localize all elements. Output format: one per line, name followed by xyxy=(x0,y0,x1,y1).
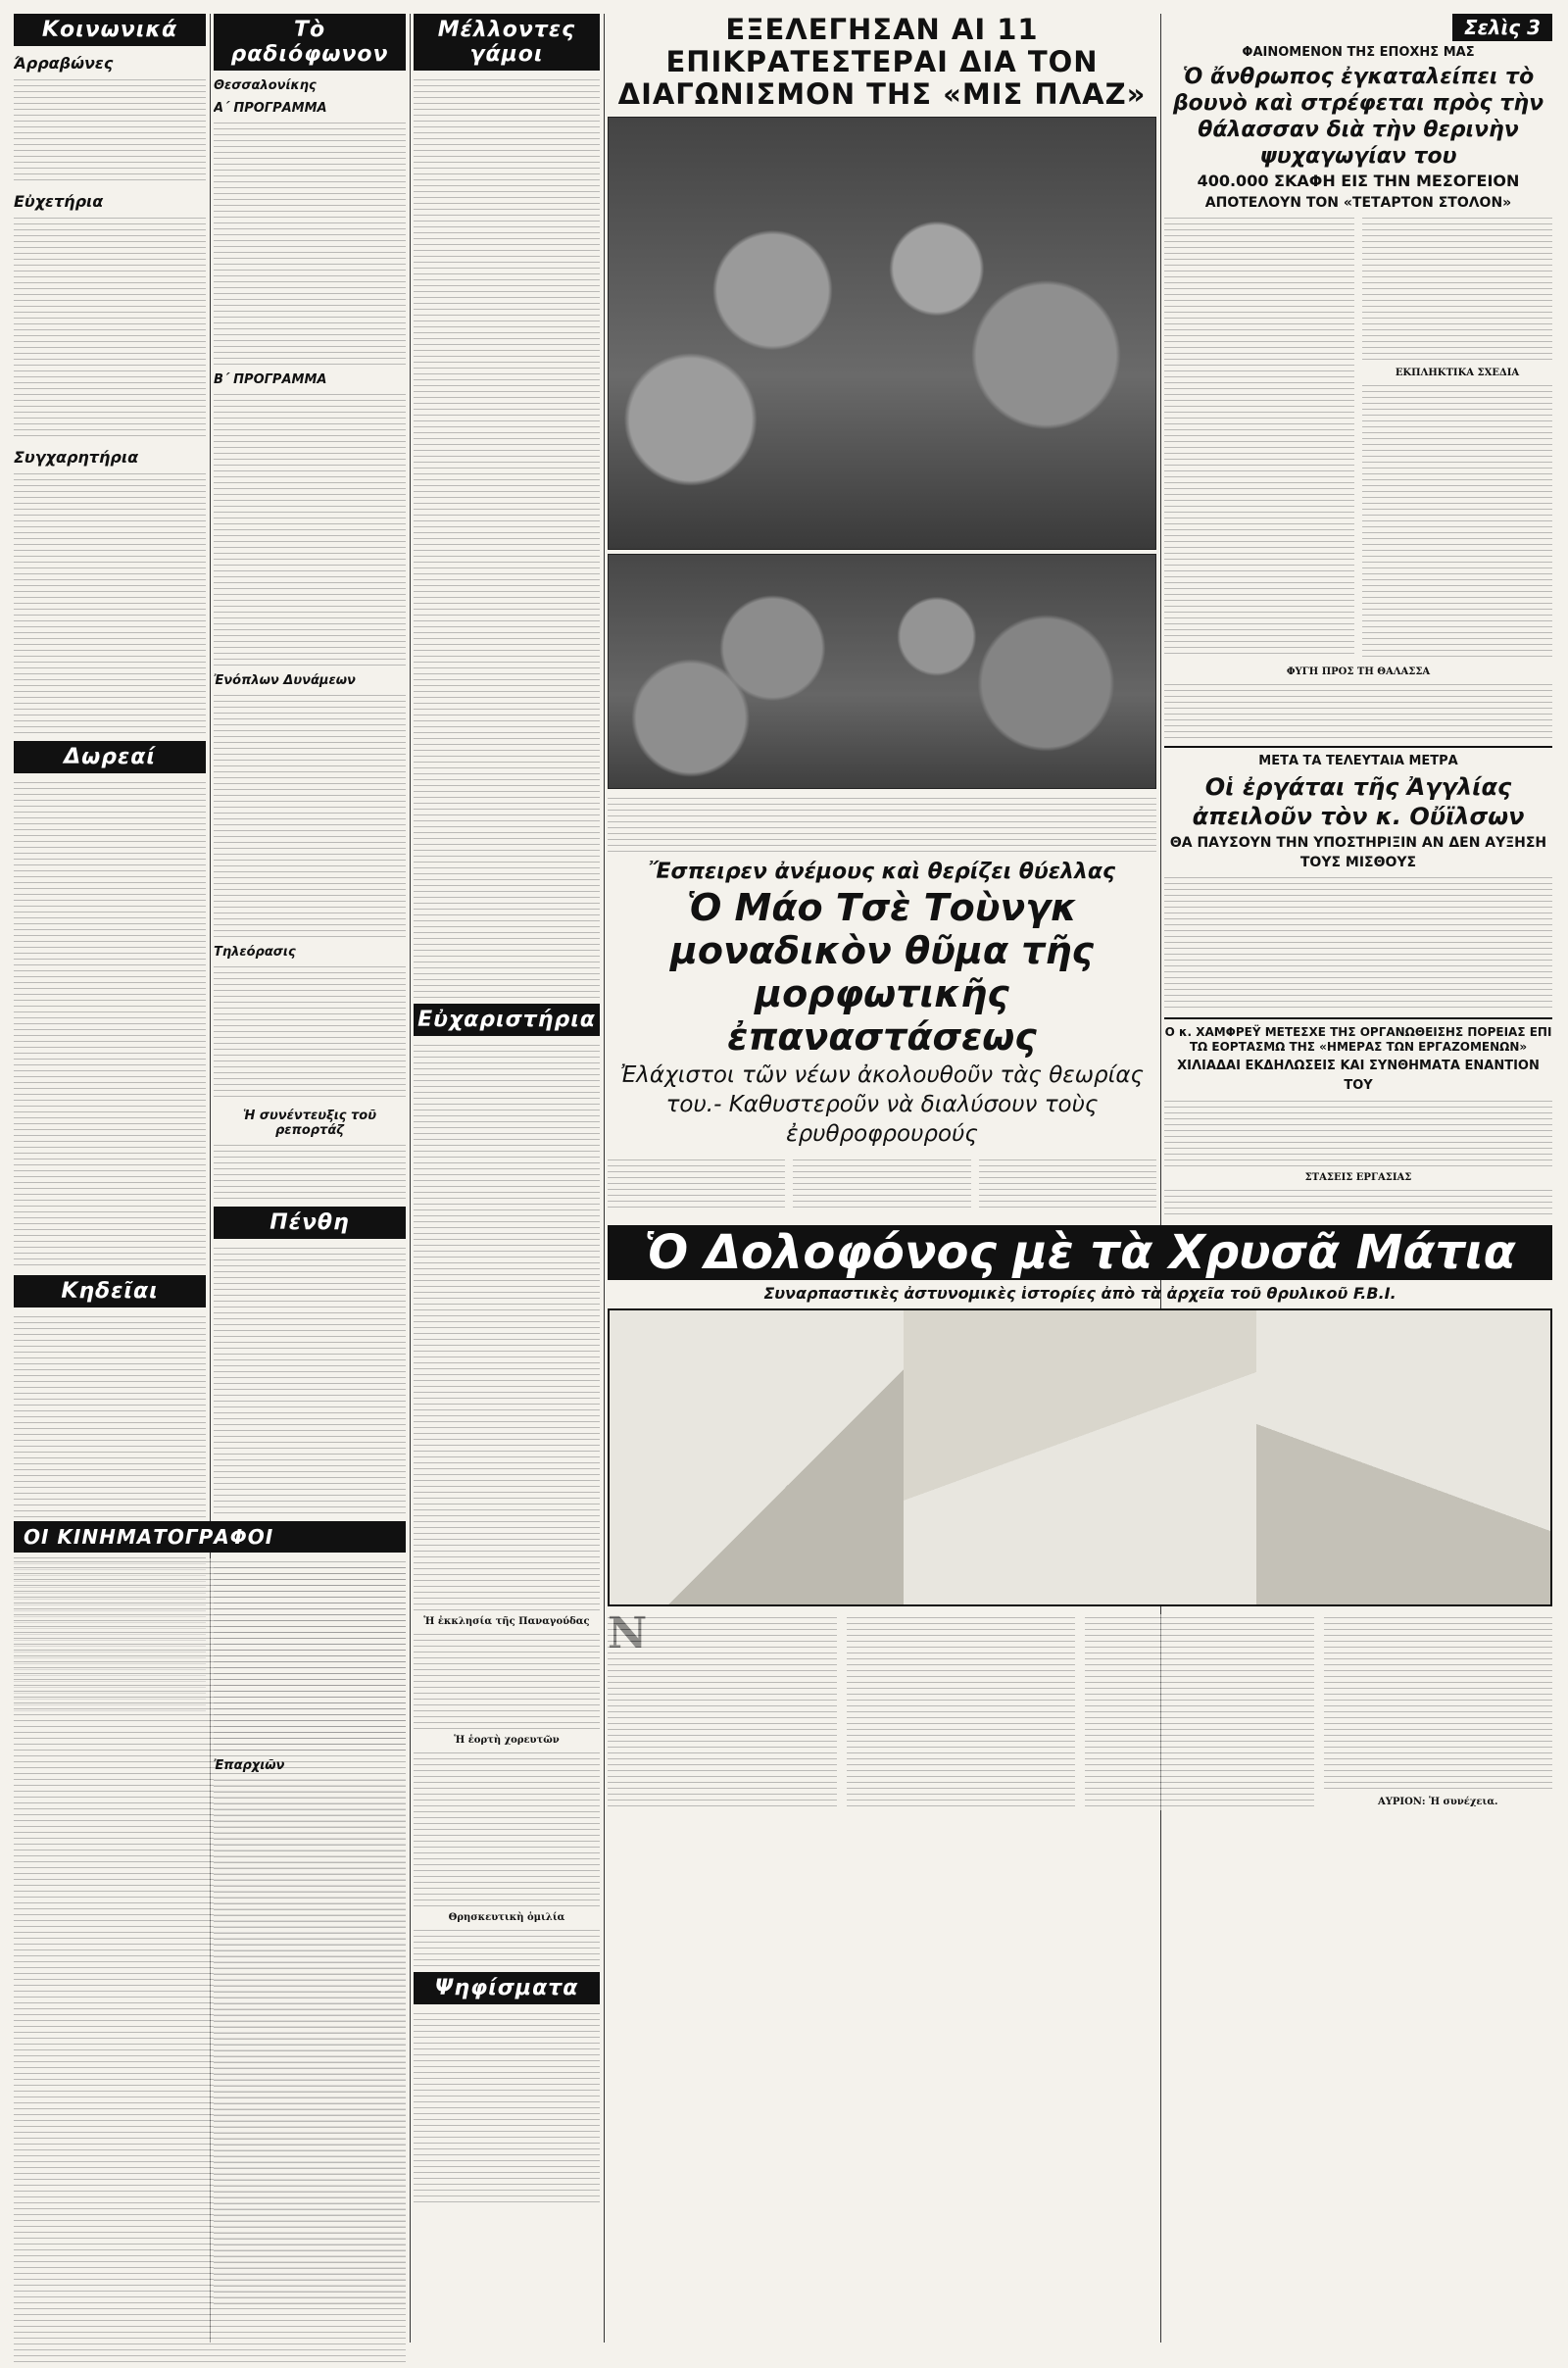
text-block xyxy=(793,1157,970,1209)
text-block xyxy=(847,1614,1076,1810)
kicker-meta: ΜΕΤΑ ΤΑ ΤΕΛΕΥΤΑΙΑ ΜΕΤΡΑ xyxy=(1258,754,1458,768)
text-block xyxy=(1085,1614,1314,1810)
sub-head-ekplhktika: ΕΚΠΛΗΚΤΙΚΑ ΣΧΕΔΙΑ xyxy=(1395,368,1520,378)
divider xyxy=(1164,746,1552,748)
text-block xyxy=(214,1777,406,2306)
comic-illustration xyxy=(608,1308,1552,1606)
text-block xyxy=(414,1750,600,1906)
sub-head-ekklisia: Ἡ ἐκκλησία τῆς Παναγούδας xyxy=(423,1616,590,1627)
headline-anglia: Οἱ ἐργάται τῆς Ἀγγλίας ἀπειλοῦν τὸν κ. Οὔϊλσων xyxy=(1192,773,1525,830)
sub-head-eorti: Ἡ ἑορτὴ χορευτῶν xyxy=(454,1735,560,1746)
photo-contestants xyxy=(608,117,1156,550)
mao-kicker: Ἔσπειρεν ἀνέμους καὶ θερίζει θύελλας xyxy=(648,860,1116,884)
column-rule xyxy=(604,14,605,2343)
subhead-anglia: ΘΑ ΠΑΥΣΟΥΝ ΤΗΝ ΥΠΟΣΤΗΡΙΞΙΝ ΑΝ ΔΕΝ ΑΥΞΗΣΗ ΤΟΥΣ ΜΙΣΘΟΥΣ xyxy=(1169,835,1547,870)
crime-subtitle: Συναρπαστικὲς ἀστυνομικὲς ἱστορίες ἀπὸ τὰ ἀρχεῖα τοῦ θρυλικοῦ F.B.I. xyxy=(763,1284,1396,1303)
subhead-hamfrey: ΧΙΛΙΑΔΑΙ ΕΚΔΗΛΩΣΕΙΣ ΚΑΙ ΣΥΝΘΗΜΑΤΑ ΕΝΑΝΤΙΟΝ ΤΟΥ xyxy=(1177,1059,1540,1093)
text-block xyxy=(14,76,206,184)
section-head-psifismata: Ψηφίσματα xyxy=(414,1972,600,2004)
column-right xyxy=(1164,14,1552,1219)
column-radio-lower xyxy=(214,1564,406,2312)
mao-body xyxy=(608,1157,1156,1209)
subhead-400000: 400.000 ΣΚΑΦΗ ΕΙΣ ΤΗΝ ΜΕΣΟΓΕΙΟΝ xyxy=(1197,172,1520,190)
text-block xyxy=(608,1157,785,1209)
text-block xyxy=(414,76,600,998)
subhead-fourth-fleet: ΑΠΟΤΕΛΟΥΝ ΤΟΝ «ΤΕΤΑΡΤΟΝ ΣΤΟΛΟΝ» xyxy=(1204,195,1512,211)
crime-title: Ὁ Δολοφόνος μὲ τὰ Χρυσᾶ Μάτια xyxy=(608,1225,1552,1280)
text-block xyxy=(1164,1098,1552,1166)
text-block xyxy=(14,779,206,1269)
section-head-koinonika: Κοινωνικά xyxy=(14,14,206,46)
text-block xyxy=(1362,215,1552,362)
section-head-doreai: Δωρεαί xyxy=(14,741,206,773)
section-head-mellontes: Μέλλοντες γάμοι xyxy=(414,14,600,71)
page-badge-row xyxy=(1164,14,1552,41)
text-block xyxy=(214,120,406,365)
text-block xyxy=(214,692,406,937)
text-block xyxy=(1164,681,1552,740)
kicker-phenomenon: ΦΑΙΝΟΜΕΝΟΝ ΤΗΣ ΕΠΟΧΗΣ ΜΑΣ xyxy=(1242,45,1475,60)
sub-head-enoplon: Ἐνόπλων Δυνάμεων xyxy=(214,673,356,688)
text-block xyxy=(214,1142,406,1201)
sub-head-eparchion: Ἐπαρχιῶν xyxy=(214,1758,285,1773)
text-block xyxy=(14,470,206,735)
text-block xyxy=(1164,215,1354,656)
headline-sea: Ὁ ἄνθρωπος ἐγκαταλείπει τὸ βουνὸ καὶ στρέφεται πρὸς τὴν θάλασσαν διὰ τὴν θερινὴν ψυχαγωγίαν του xyxy=(1172,65,1544,169)
section-head-cinemas: ΟΙ ΚΙΝΗΜΑΤΟΓΡΑΦΟΙ xyxy=(14,1521,406,1553)
sub-head-thessalonikis: Θεσσαλονίκης xyxy=(214,78,317,93)
section-head-radio: Τὸ ραδιόφωνον xyxy=(214,14,406,71)
sub-head-synentefxis: Ἡ συνέντευξις τοῦ ρεπορτάζ xyxy=(242,1109,377,1138)
subhead-mao: Ἐλάχιστοι τῶν νέων ἀκολουθοῦν τὰς θεωρίας του.- Καθυστεροῦν νὰ διαλύσουν τοὺς ἐρυθροφρουρούς xyxy=(619,1062,1145,1147)
page-number-badge: Σελὶς 3 xyxy=(1452,14,1552,41)
text-block xyxy=(1164,874,1552,1011)
sub-head-thriskeftiki: Θρησκευτικὴ ὁμιλία xyxy=(448,1912,565,1923)
text-block xyxy=(414,2010,600,2206)
text-block xyxy=(1362,382,1552,657)
column-radio xyxy=(214,14,406,1513)
sub-head-programma-b: Β΄ ΠΡΟΓΡΑΜΜΑ xyxy=(214,372,327,387)
divider xyxy=(1164,1017,1552,1019)
text-block xyxy=(14,215,206,440)
section-head-efxaristiria: Εὐχαριστήρια xyxy=(414,1004,600,1036)
column-weddings xyxy=(414,14,600,2343)
sub-head-fygi: ΦΥΓΗ ΠΡΟΣ ΤΗ ΘΑΛΑΣΣΑ xyxy=(1286,666,1431,677)
column-rule xyxy=(1160,14,1161,2343)
text-block xyxy=(414,1042,600,1610)
comic-panel xyxy=(610,1310,906,1604)
text-block xyxy=(214,1245,406,1513)
text-block xyxy=(608,1614,837,1810)
comic-panel xyxy=(904,1310,1258,1604)
photo-caption-text xyxy=(608,795,1156,854)
section-head-penthi: Πένθη xyxy=(214,1207,406,1239)
sub-head-sygcharitiria: Συγχαρητήρια xyxy=(14,448,139,467)
text-block xyxy=(414,1927,600,1966)
text-block xyxy=(1324,1614,1553,1791)
sub-head-arravones: Άρραβώνες xyxy=(14,54,114,73)
column-rule xyxy=(410,14,411,2343)
sub-head-tilorasis: Τηλεόρασις xyxy=(214,945,296,960)
headline-hamfrey: Ο κ. ΧΑΜΦΡΕΫ ΜΕΤΕΣΧΕ ΤΗΣ ΟΡΓΑΝΩΘΕΙΣΗΣ ΠΟΡΕΙΑΣ ΕΠΙ ΤΩ ΕΟΡΤΑΣΜΩ ΤΗΣ «ΗΜΕΡΑΣ ΤΩΝ ΕΡΓΑΖΟΜΕΝΩΝ» xyxy=(1164,1025,1552,1054)
headline-mis-plaz: ΕΞΕΛΕΓΗΣΑΝ ΑΙ 11 ΕΠΙΚΡΑΤΕΣΤΕΡΑΙ ΔΙΑ ΤΟΝ ΔΙΑΓΩΝΙΣΜΟΝ ΤΗΣ «ΜΙΣ ΠΛΑΖ» xyxy=(617,14,1147,111)
text-block xyxy=(1164,1187,1552,1219)
photo-banquet xyxy=(608,554,1156,789)
text-block xyxy=(214,963,406,1101)
text-block xyxy=(979,1157,1156,1209)
section-head-kideiai: Κηδεῖαι xyxy=(14,1275,206,1307)
sub-head-staseis: ΣΤΑΣΕΙΣ ΕΡΓΑΣΙΑΣ xyxy=(1304,1172,1412,1183)
column-center xyxy=(608,14,1156,1209)
continued-note: ΑΥΡΙΟΝ: Ἡ συνέχεια. xyxy=(1377,1797,1498,1807)
crime-body xyxy=(608,1614,1552,1816)
sub-head-programma-a: Α΄ ΠΡΟΓΡΑΜΜΑ xyxy=(214,101,327,116)
text-block xyxy=(414,1631,600,1729)
sub-head-efxetiria: Εὐχετήρια xyxy=(14,192,104,211)
headline-mao: Ὁ Μάο Τσὲ Τοὺνγκ μοναδικὸν θῦμα τῆς μορφωτικῆς ἐπαναστάσεως xyxy=(669,886,1095,1059)
text-block xyxy=(214,1564,406,1751)
sea-body xyxy=(1164,215,1552,663)
text-block xyxy=(214,391,406,666)
crime-story-section xyxy=(608,1225,1552,1816)
comic-panel xyxy=(1256,1310,1550,1604)
